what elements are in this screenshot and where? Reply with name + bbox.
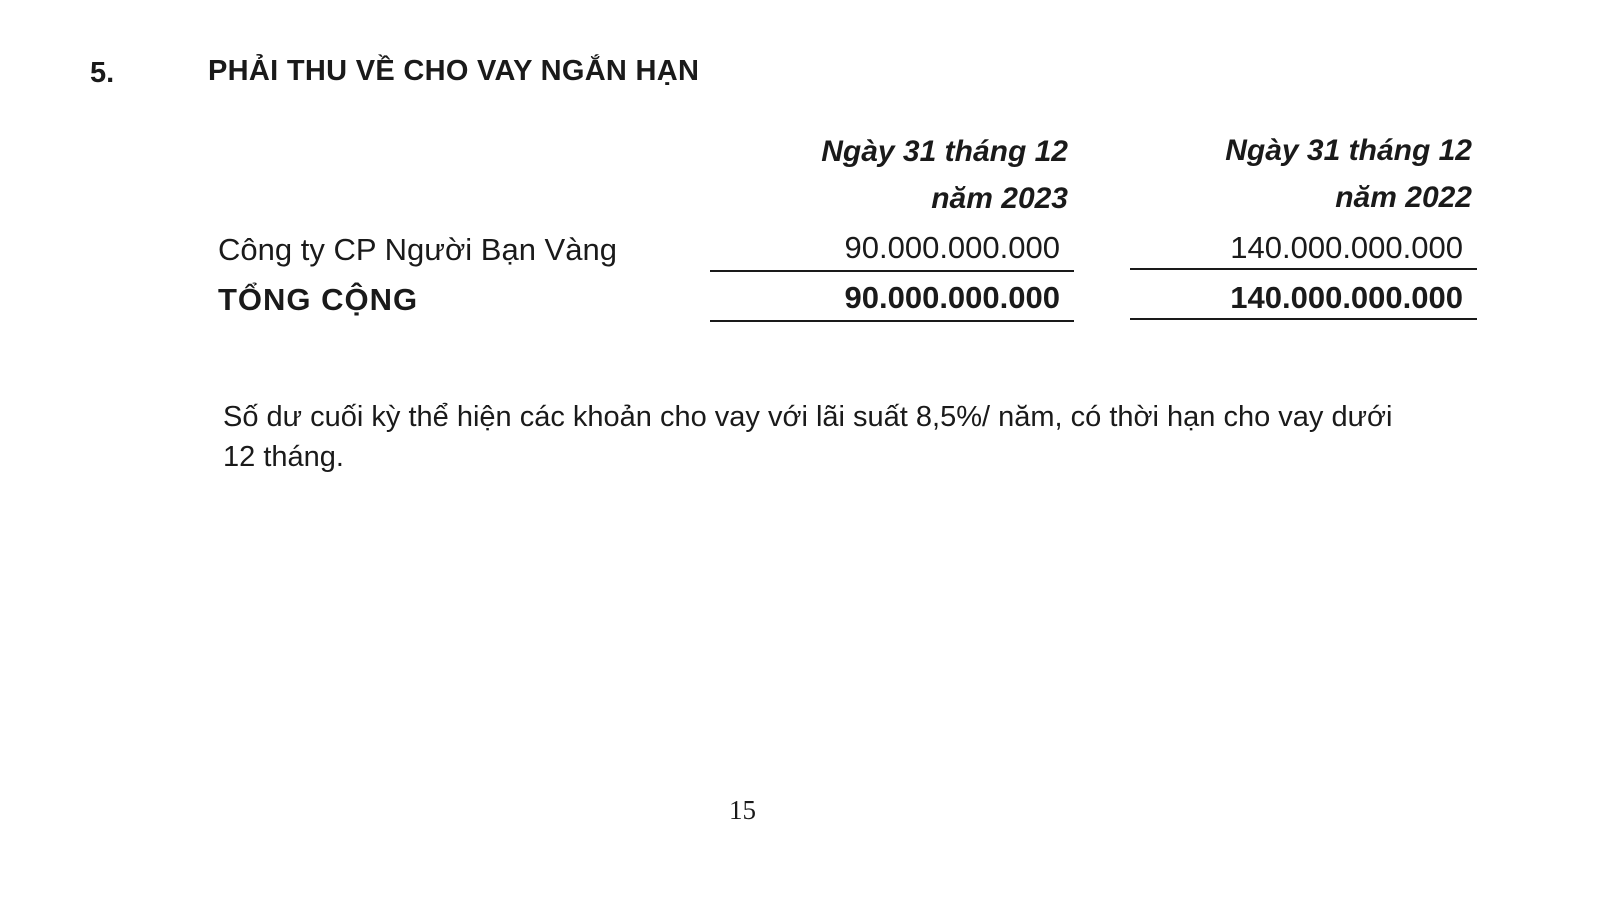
row-label-company: Công ty CP Người Bạn Vàng xyxy=(218,232,617,267)
total-rule-2023 xyxy=(710,320,1074,322)
page-number: 15 xyxy=(729,795,756,825)
column-header-2022-line1: Ngày 31 tháng 12 xyxy=(1225,134,1472,167)
section-number: 5. xyxy=(90,57,115,89)
row-value-2022: 140.000.000.000 xyxy=(1230,230,1463,265)
total-value-2023: 90.000.000.000 xyxy=(844,280,1060,315)
subtotal-rule-2023 xyxy=(710,270,1074,272)
total-rule-2022 xyxy=(1130,318,1477,320)
column-header-2023-line2: năm 2023 xyxy=(931,182,1068,215)
column-header-2023-line1: Ngày 31 tháng 12 xyxy=(821,135,1068,168)
note-paragraph: Số dư cuối kỳ thể hiện các khoản cho vay với lãi suất 8,5%/ năm, có thời hạn cho vay dưới 12 tháng. xyxy=(223,401,1393,473)
column-header-2022-line2: năm 2022 xyxy=(1335,181,1472,214)
row-value-2023: 90.000.000.000 xyxy=(844,230,1060,265)
subtotal-rule-2022 xyxy=(1130,268,1477,270)
section-title: PHẢI THU VỀ CHO VAY NGẮN HẠN xyxy=(208,55,700,87)
column-header-2023 xyxy=(728,128,1068,222)
total-label: TỔNG CỘNG xyxy=(218,282,419,317)
column-header-2022 xyxy=(1132,127,1472,221)
total-value-2022: 140.000.000.000 xyxy=(1230,280,1463,315)
